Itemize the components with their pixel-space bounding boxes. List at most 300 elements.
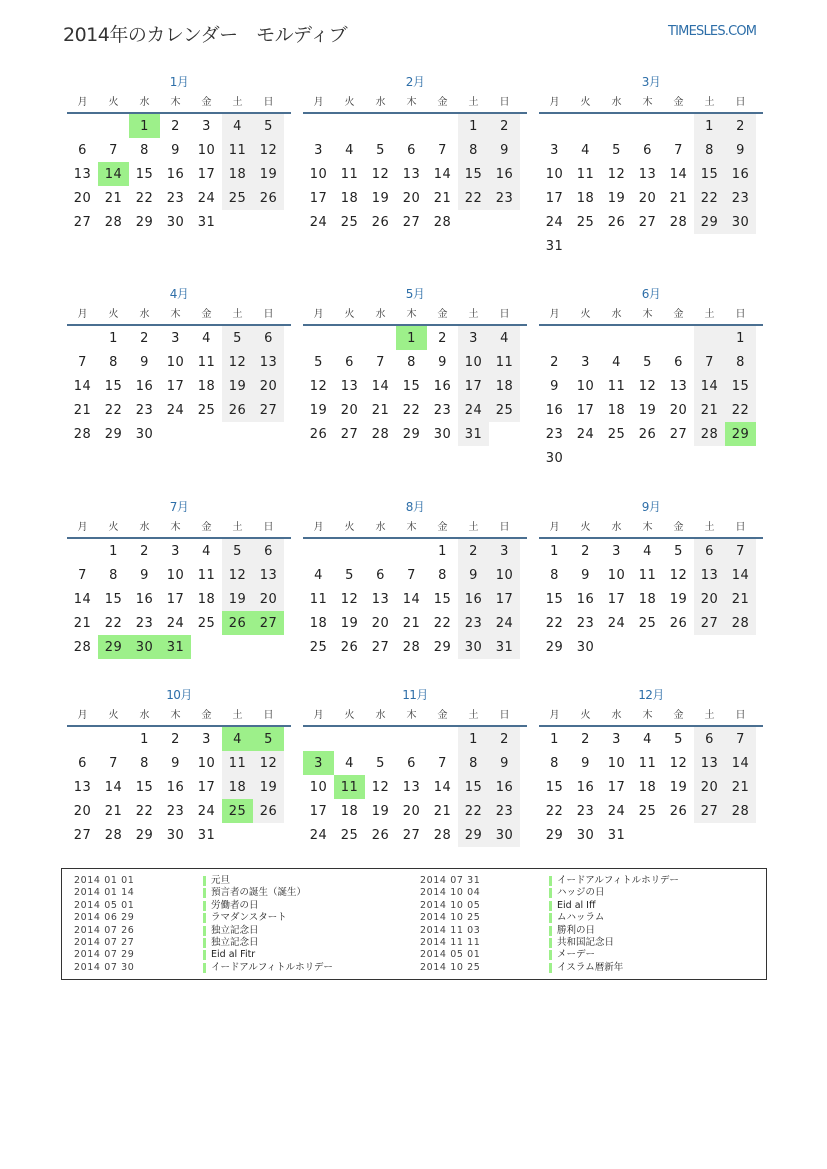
weekday-label: 木	[170, 97, 181, 108]
day-cell: 15	[458, 775, 489, 799]
day-cell: 5	[643, 355, 652, 370]
day-cell: 29	[135, 215, 154, 230]
day-cell: 24	[576, 427, 595, 442]
weekday-label: 火	[580, 710, 591, 721]
day-cell: 16	[489, 775, 520, 799]
weekday-label: 木	[406, 710, 417, 721]
day-cell: 10	[309, 167, 328, 182]
holiday-day-cell: 5	[253, 727, 284, 751]
day-cell: 12	[607, 167, 626, 182]
day-cell: 14	[433, 167, 452, 182]
empty-day-cell	[601, 114, 632, 138]
weekday-label: 月	[77, 97, 88, 108]
weekday-label: 月	[313, 309, 324, 320]
day-cell: 31	[489, 635, 520, 659]
month-name: 1月	[169, 75, 189, 89]
empty-day-cell	[67, 727, 98, 751]
day-cell: 1	[694, 114, 725, 138]
day-cell: 20	[694, 775, 725, 799]
day-cell: 25	[489, 398, 520, 422]
month-block	[67, 687, 291, 847]
day-cell: 26	[607, 215, 626, 230]
day-cell: 7	[78, 568, 87, 583]
weekday-label: 土	[232, 522, 243, 533]
day-cell: 18	[197, 379, 216, 394]
empty-day-cell	[253, 635, 284, 659]
empty-day-cell	[601, 234, 632, 258]
day-cell: 10	[458, 350, 489, 374]
day-cell: 22	[104, 616, 123, 631]
week-row	[67, 751, 291, 775]
weekday-label: 木	[406, 522, 417, 533]
week-row	[303, 162, 527, 186]
day-cell: 11	[340, 167, 359, 182]
week-row	[303, 374, 527, 398]
holiday-day-cell: 11	[334, 775, 365, 799]
month-block	[539, 687, 763, 847]
day-cell: 10	[166, 355, 185, 370]
week-row	[539, 727, 763, 751]
week-row	[539, 422, 763, 446]
day-cell: 30	[545, 451, 564, 466]
day-cell: 26	[253, 799, 284, 823]
holiday-day-cell: 29	[98, 635, 129, 659]
day-cell: 31	[607, 828, 626, 843]
day-cell: 6	[78, 756, 87, 771]
day-cell: 14	[402, 592, 421, 607]
holiday-name: 独立記念日	[211, 924, 259, 936]
day-cell: 10	[489, 563, 520, 587]
holiday-date: 2014 11 03	[420, 924, 481, 936]
day-cell: 28	[402, 640, 421, 655]
day-cell: 9	[489, 138, 520, 162]
empty-day-cell	[334, 326, 365, 350]
day-cell: 21	[104, 191, 123, 206]
weekday-label: 火	[580, 309, 591, 320]
week-row	[539, 210, 763, 234]
day-cell: 5	[674, 732, 683, 747]
day-cell: 20	[638, 191, 657, 206]
weekday-label: 日	[263, 97, 274, 108]
weekday-label: 金	[437, 522, 448, 533]
holiday-marker-icon	[203, 888, 206, 898]
weekday-label: 火	[344, 522, 355, 533]
holiday-marker-icon	[549, 913, 552, 923]
weekday-label: 火	[344, 309, 355, 320]
month-block	[303, 74, 527, 234]
day-cell: 4	[202, 544, 211, 559]
weekday-label: 水	[611, 309, 622, 320]
holiday-name: 労働者の日	[211, 899, 259, 911]
weekday-header	[539, 707, 763, 727]
weekday-label: 金	[201, 309, 212, 320]
day-cell: 2	[489, 114, 520, 138]
week-row	[303, 799, 527, 823]
day-cell: 29	[433, 640, 452, 655]
day-cell: 12	[371, 780, 390, 795]
day-cell: 13	[638, 167, 657, 182]
day-cell: 6	[253, 539, 284, 563]
week-row	[539, 446, 763, 470]
empty-day-cell	[694, 446, 725, 470]
weekday-header	[303, 306, 527, 326]
week-row	[303, 611, 527, 635]
week-row	[67, 799, 291, 823]
day-cell: 23	[545, 427, 564, 442]
month-name: 5月	[405, 287, 425, 301]
day-cell: 22	[458, 186, 489, 210]
holiday-date: 2014 10 04	[420, 887, 481, 899]
day-cell: 22	[725, 398, 756, 422]
day-cell: 24	[545, 215, 564, 230]
day-cell: 22	[135, 191, 154, 206]
day-cell: 1	[550, 732, 559, 747]
day-cell: 1	[458, 114, 489, 138]
day-cell: 2	[581, 544, 590, 559]
day-cell: 6	[78, 143, 87, 158]
weekday-label: 月	[549, 710, 560, 721]
day-cell: 27	[638, 215, 657, 230]
day-cell: 9	[725, 138, 756, 162]
weekday-label: 日	[499, 710, 510, 721]
day-cell: 30	[135, 427, 154, 442]
day-cell: 23	[725, 186, 756, 210]
weekday-label: 水	[375, 522, 386, 533]
day-cell: 8	[438, 568, 447, 583]
holiday-marker-icon	[203, 913, 206, 923]
day-cell: 19	[222, 587, 253, 611]
holiday-marker-icon	[549, 901, 552, 911]
day-cell: 11	[197, 355, 216, 370]
day-cell: 24	[607, 804, 626, 819]
day-cell: 24	[458, 398, 489, 422]
holiday-day-cell: 31	[160, 635, 191, 659]
weekday-label: 木	[406, 97, 417, 108]
day-cell: 16	[135, 379, 154, 394]
day-cell: 27	[73, 828, 92, 843]
day-cell: 12	[669, 568, 688, 583]
week-row	[539, 374, 763, 398]
holiday-marker-icon	[549, 963, 552, 973]
day-cell: 9	[581, 756, 590, 771]
week-row	[67, 398, 291, 422]
day-cell: 8	[407, 355, 416, 370]
holiday-date: 2014 10 25	[420, 912, 481, 924]
day-cell: 24	[309, 828, 328, 843]
weekday-label: 木	[642, 97, 653, 108]
day-cell: 11	[576, 167, 595, 182]
day-cell: 11	[607, 379, 626, 394]
day-cell: 16	[166, 167, 185, 182]
weekday-label: 月	[549, 97, 560, 108]
day-cell: 4	[222, 114, 253, 138]
weekday-header	[539, 519, 763, 539]
weekday-label: 月	[313, 710, 324, 721]
day-cell: 19	[253, 775, 284, 799]
day-cell: 4	[202, 331, 211, 346]
holiday-marker-icon	[203, 901, 206, 911]
holiday-name: イードアルフィトルホリデー	[211, 961, 333, 973]
day-cell: 31	[458, 422, 489, 446]
day-cell: 17	[458, 374, 489, 398]
weekday-label: 火	[108, 522, 119, 533]
day-cell: 17	[166, 379, 185, 394]
weekday-label: 水	[611, 97, 622, 108]
day-cell: 13	[402, 167, 421, 182]
empty-day-cell	[67, 114, 98, 138]
day-cell: 25	[638, 804, 657, 819]
day-cell: 31	[545, 239, 564, 254]
day-cell: 15	[694, 162, 725, 186]
holiday-name: Eid al Iff	[557, 899, 596, 911]
day-cell: 3	[458, 326, 489, 350]
weekday-label: 水	[611, 710, 622, 721]
day-cell: 30	[433, 427, 452, 442]
holiday-date: 2014 06 29	[74, 912, 135, 924]
day-cell: 7	[694, 350, 725, 374]
day-cell: 12	[253, 751, 284, 775]
empty-day-cell	[303, 326, 334, 350]
day-cell: 17	[166, 592, 185, 607]
weekday-label: 木	[170, 710, 181, 721]
day-cell: 7	[407, 568, 416, 583]
week-row	[539, 563, 763, 587]
day-cell: 9	[140, 355, 149, 370]
empty-day-cell	[365, 114, 396, 138]
weekday-label: 月	[313, 522, 324, 533]
day-cell: 16	[458, 587, 489, 611]
week-row	[539, 775, 763, 799]
day-cell: 6	[674, 355, 683, 370]
week-row	[67, 210, 291, 234]
week-row	[303, 350, 527, 374]
day-cell: 6	[407, 143, 416, 158]
day-cell: 26	[309, 427, 328, 442]
day-cell: 14	[669, 167, 688, 182]
month-name: 3月	[641, 75, 661, 89]
weekday-label: 月	[549, 522, 560, 533]
weekday-label: 水	[139, 522, 150, 533]
day-cell: 17	[309, 804, 328, 819]
day-cell: 28	[104, 828, 123, 843]
day-cell: 2	[171, 119, 180, 134]
brand-logo-text[interactable]: TIMESLES.COM	[668, 24, 757, 39]
weekday-label: 金	[437, 309, 448, 320]
weekday-label: 木	[170, 522, 181, 533]
month-block	[539, 499, 763, 659]
empty-day-cell	[334, 727, 365, 751]
day-cell: 4	[345, 756, 354, 771]
day-cell: 12	[222, 563, 253, 587]
day-cell: 26	[371, 215, 390, 230]
month-name: 12月	[638, 688, 664, 702]
week-row	[539, 611, 763, 635]
day-cell: 8	[109, 355, 118, 370]
day-cell: 5	[222, 326, 253, 350]
holiday-name: イードアルフィトルホリデー	[557, 875, 679, 886]
day-cell: 1	[550, 544, 559, 559]
day-cell: 11	[489, 350, 520, 374]
day-cell: 13	[253, 350, 284, 374]
weekday-label: 火	[580, 97, 591, 108]
week-row	[539, 635, 763, 659]
week-row	[303, 775, 527, 799]
day-cell: 3	[612, 732, 621, 747]
day-cell: 28	[669, 215, 688, 230]
empty-day-cell	[663, 114, 694, 138]
weekday-header	[67, 707, 291, 727]
empty-day-cell	[365, 539, 396, 563]
month-name: 8月	[405, 500, 425, 514]
day-cell: 7	[438, 143, 447, 158]
day-cell: 18	[309, 616, 328, 631]
empty-day-cell	[396, 539, 427, 563]
empty-day-cell	[539, 114, 570, 138]
empty-day-cell	[222, 422, 253, 446]
weekday-label: 土	[468, 97, 479, 108]
day-cell: 8	[694, 138, 725, 162]
week-row	[67, 374, 291, 398]
month-name: 11月	[402, 688, 428, 702]
empty-day-cell	[694, 823, 725, 847]
day-cell: 29	[458, 823, 489, 847]
day-cell: 25	[340, 215, 359, 230]
day-cell: 20	[402, 191, 421, 206]
holiday-marker-icon	[549, 876, 552, 886]
holiday-list	[61, 868, 767, 980]
weekday-header	[303, 707, 527, 727]
weekday-label: 水	[139, 309, 150, 320]
day-cell: 25	[222, 186, 253, 210]
holiday-date: 2014 07 31	[420, 875, 481, 886]
day-cell: 11	[197, 568, 216, 583]
day-cell: 28	[73, 427, 92, 442]
day-cell: 20	[73, 804, 92, 819]
day-cell: 19	[638, 403, 657, 418]
day-cell: 17	[576, 403, 595, 418]
holiday-day-cell: 30	[129, 635, 160, 659]
day-cell: 26	[222, 398, 253, 422]
day-cell: 7	[725, 539, 756, 563]
day-cell: 6	[407, 756, 416, 771]
weekday-header	[539, 94, 763, 114]
day-cell: 24	[309, 215, 328, 230]
holiday-marker-icon	[549, 938, 552, 948]
day-cell: 18	[638, 592, 657, 607]
day-cell: 21	[433, 804, 452, 819]
empty-day-cell	[601, 326, 632, 350]
day-cell: 23	[166, 191, 185, 206]
day-cell: 12	[222, 350, 253, 374]
empty-day-cell	[191, 422, 222, 446]
weekday-header	[67, 306, 291, 326]
week-row	[539, 539, 763, 563]
day-cell: 19	[607, 191, 626, 206]
weekday-header	[67, 94, 291, 114]
empty-day-cell	[191, 635, 222, 659]
day-cell: 22	[433, 616, 452, 631]
weekday-label: 土	[704, 309, 715, 320]
empty-day-cell	[632, 326, 663, 350]
day-cell: 12	[340, 592, 359, 607]
day-cell: 12	[638, 379, 657, 394]
week-row	[67, 563, 291, 587]
week-row	[539, 751, 763, 775]
holiday-date: 2014 07 26	[74, 924, 135, 936]
day-cell: 27	[402, 828, 421, 843]
day-cell: 15	[545, 780, 564, 795]
day-cell: 3	[171, 544, 180, 559]
weekday-label: 金	[437, 710, 448, 721]
day-cell: 5	[674, 544, 683, 559]
day-cell: 8	[458, 138, 489, 162]
day-cell: 18	[222, 775, 253, 799]
day-cell: 28	[725, 799, 756, 823]
weekday-label: 土	[704, 97, 715, 108]
weekday-label: 土	[232, 309, 243, 320]
day-cell: 15	[135, 780, 154, 795]
day-cell: 14	[433, 780, 452, 795]
empty-day-cell	[253, 210, 284, 234]
week-row	[539, 114, 763, 138]
empty-day-cell	[570, 114, 601, 138]
empty-day-cell	[601, 446, 632, 470]
day-cell: 19	[309, 403, 328, 418]
day-cell: 19	[253, 162, 284, 186]
week-row	[67, 727, 291, 751]
day-cell: 2	[458, 539, 489, 563]
day-cell: 4	[345, 143, 354, 158]
day-cell: 20	[73, 191, 92, 206]
weekday-label: 土	[232, 710, 243, 721]
empty-day-cell	[601, 635, 632, 659]
day-cell: 5	[376, 143, 385, 158]
holiday-name: 勝利の日	[557, 924, 596, 936]
day-cell: 19	[371, 191, 390, 206]
day-cell: 18	[607, 403, 626, 418]
holiday-marker-icon	[203, 926, 206, 936]
month-block	[67, 74, 291, 234]
empty-day-cell	[489, 422, 520, 446]
day-cell: 12	[371, 167, 390, 182]
month-name: 9月	[641, 500, 661, 514]
day-cell: 6	[376, 568, 385, 583]
day-cell: 10	[576, 379, 595, 394]
day-cell: 28	[104, 215, 123, 230]
empty-day-cell	[334, 114, 365, 138]
weekday-label: 日	[499, 522, 510, 533]
day-cell: 1	[725, 326, 756, 350]
empty-day-cell	[632, 234, 663, 258]
day-cell: 15	[433, 592, 452, 607]
weekday-header	[67, 519, 291, 539]
holiday-marker-icon	[203, 876, 206, 886]
weekday-label: 月	[549, 309, 560, 320]
day-cell: 28	[694, 422, 725, 446]
empty-day-cell	[570, 446, 601, 470]
day-cell: 6	[694, 539, 725, 563]
week-row	[67, 611, 291, 635]
weekday-header	[303, 519, 527, 539]
weekday-label: 土	[232, 97, 243, 108]
day-cell: 3	[550, 143, 559, 158]
weekday-header	[539, 306, 763, 326]
weekday-label: 月	[77, 309, 88, 320]
day-cell: 9	[489, 751, 520, 775]
empty-day-cell	[396, 727, 427, 751]
empty-day-cell	[334, 539, 365, 563]
day-cell: 24	[166, 403, 185, 418]
